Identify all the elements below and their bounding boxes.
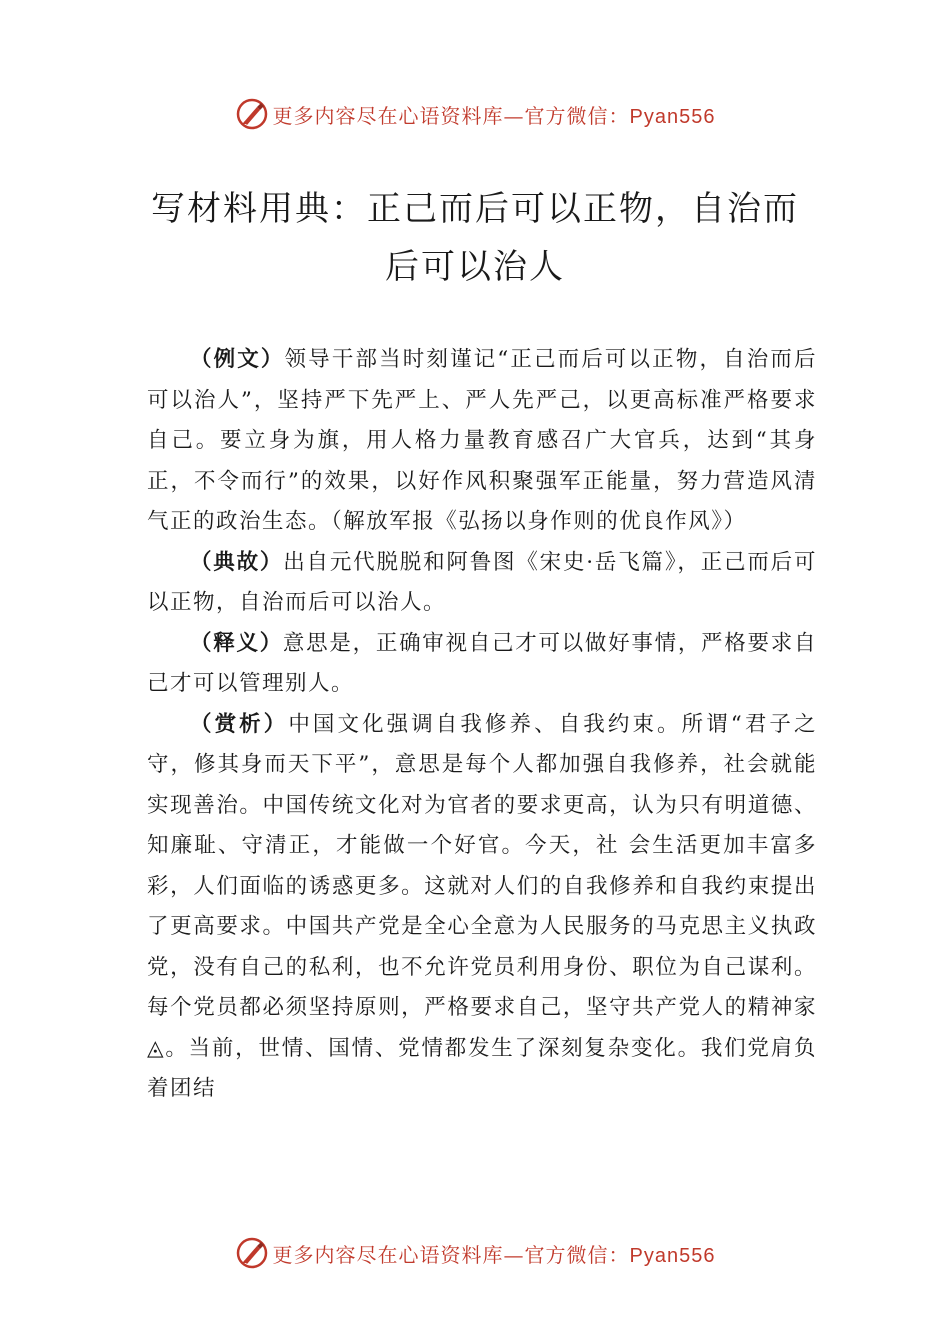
paragraph-example: [147, 340, 817, 543]
paragraph-text: 领导干部当时刻谨记“正己而后可以正物，自治而后可以治人”，坚持严下先严上、严人先严己，以更高标准严格要求自己。要立身为旗，用人格力量教育感召广大官兵，达到“其身正，不令而行”的效果，以好作风积聚强军正能量，努力营造风清气正的政治生态。（解放军报《弘扬以身作则的优良作风》）: [147, 347, 817, 534]
article-body: [147, 340, 817, 1110]
pen-seal-logo-icon: [235, 97, 269, 131]
page-title: [100, 180, 850, 296]
paragraph-tag: （赏析）: [190, 711, 289, 737]
paragraph-allusion: [147, 543, 817, 624]
paragraph-tag: （典故）: [190, 549, 284, 575]
paragraph-analysis: [147, 705, 817, 1110]
footer-banner: [0, 1233, 950, 1273]
paragraph-tag: （例文）: [190, 347, 285, 372]
title-line-1: 写材料用典：正己而后可以正物，自治而: [151, 189, 799, 229]
paragraph-text: 中国文化强调自我修养、自我约束。所谓“君子之守，修其身而天下平”，意思是每个人都加强自我修养，社会就能实现善治。中国传统文化对为官者的要求更高，认为只有明道德、知廉耻、守清正，才能做一个好官。今天，社 会生活更加丰富多彩，人们面临的诱惑更多。这就对人们的自我修养和自我约束提出了更高要求。中国共产党是全心全意为人民服务的马克思主义执政党，没有自己的私利，也不允许党员利用身份、职位为自己谋利。每个党员都必须坚持原则，严格要求自己，坚守共产党人的精神家◬。当前，世情、国情、党情都发生了深刻复杂变化。我们党肩负着团结: [147, 711, 817, 1101]
paragraph-tag: （释义）: [190, 630, 283, 656]
wechat-id: Pyan556: [629, 105, 716, 128]
paragraph-text: 意思是，正确审视自己才可以做好事情，严格要求自己才可以管理别人。: [147, 630, 817, 696]
wechat-id: Pyan556: [629, 1244, 716, 1267]
paragraph-text: 出自元代脱脱和阿鲁图《宋史·岳飞篇》，正己而后可以正物，自治而后可以治人。: [147, 549, 817, 615]
pen-seal-logo-icon: [235, 1236, 269, 1270]
title-line-2: 后可以治人: [385, 247, 565, 287]
banner-text: 更多内容尽在心语资料库—官方微信：Pyan556: [272, 103, 716, 128]
header-banner: [0, 94, 950, 134]
paragraph-meaning: [147, 624, 817, 705]
banner-text: 更多内容尽在心语资料库—官方微信：Pyan556: [272, 1242, 716, 1267]
